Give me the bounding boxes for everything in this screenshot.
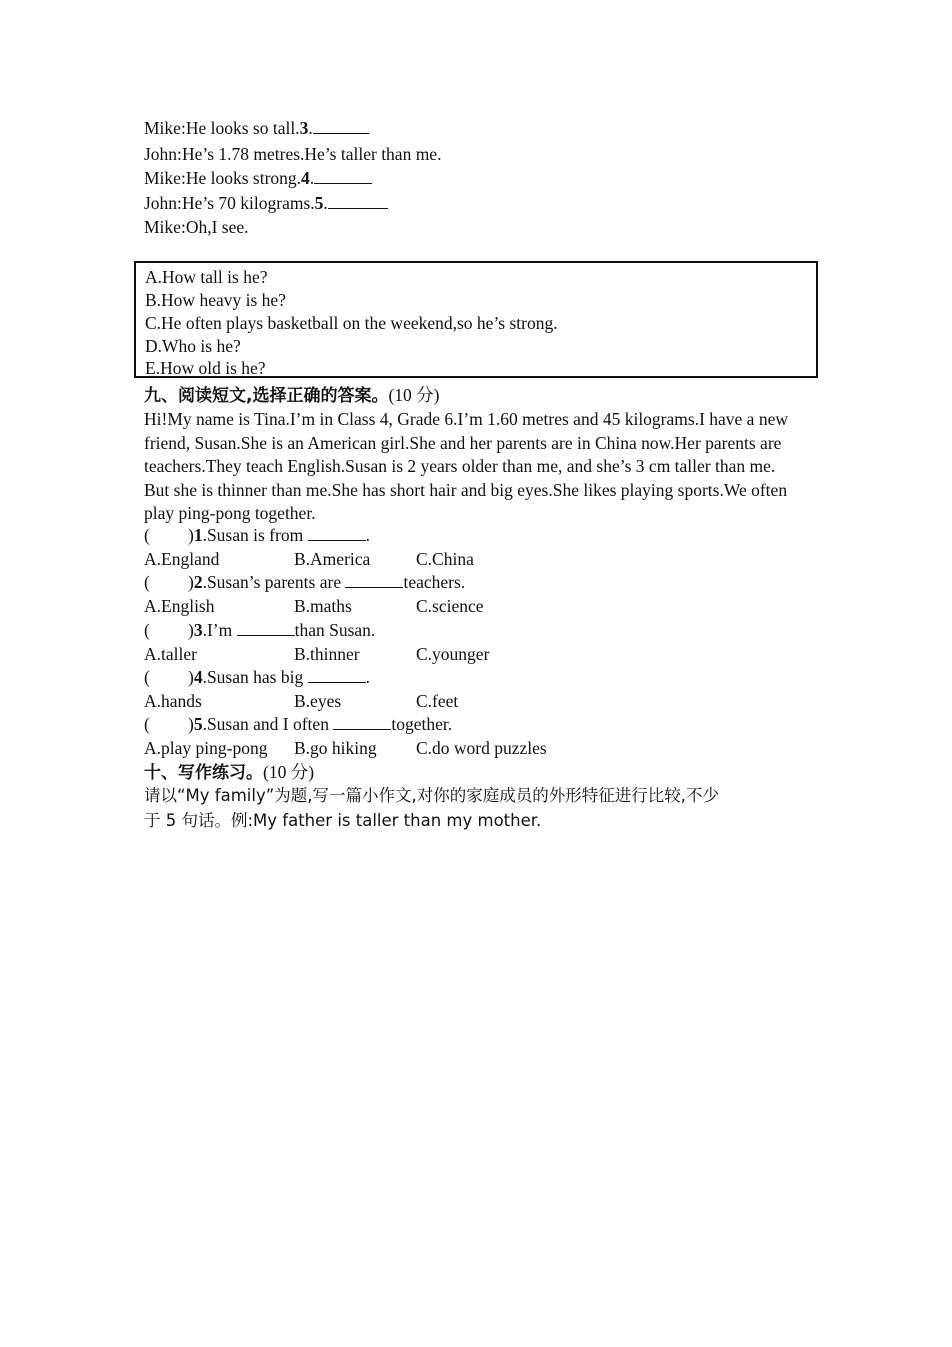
speaker: Mike: bbox=[144, 217, 186, 237]
option-b: B.go hiking bbox=[294, 738, 377, 758]
answer-blank[interactable] bbox=[237, 620, 295, 636]
option-b: B.America bbox=[294, 549, 371, 569]
question-5-options bbox=[144, 737, 744, 759]
writing-prompt-line-2: 于 5 句话。例:My father is taller than my mother. bbox=[144, 811, 542, 830]
option-b: B.thinner bbox=[294, 644, 360, 664]
dialogue-text: Oh,I see. bbox=[185, 217, 249, 237]
answer-blank[interactable] bbox=[345, 572, 403, 588]
option-c: C.do word puzzles bbox=[416, 738, 547, 758]
blank-number: 3 bbox=[299, 118, 309, 138]
option-b: B.eyes bbox=[294, 691, 342, 711]
speaker: John: bbox=[144, 193, 182, 213]
blank-number: 5 bbox=[314, 193, 324, 213]
answer-blank[interactable] bbox=[308, 667, 366, 683]
question-3-options bbox=[144, 643, 744, 665]
option-a: A.How tall is he? bbox=[145, 267, 268, 287]
answer-paren[interactable]: ( bbox=[144, 714, 150, 734]
question-1-options bbox=[144, 548, 744, 570]
option-c: C.China bbox=[416, 549, 474, 569]
section-9-heading: 九、阅读短文,选择正确的答案。(10 分) bbox=[144, 385, 440, 406]
question-4-options bbox=[144, 690, 744, 712]
answer-paren[interactable]: ( bbox=[144, 620, 150, 640]
option-c: C.feet bbox=[416, 691, 459, 711]
option-a: A.England bbox=[144, 549, 220, 569]
dialogue-line-1: Mike:He looks so tall.3. bbox=[144, 117, 369, 139]
answer-blank[interactable] bbox=[308, 525, 366, 541]
option-d: D.Who is he? bbox=[145, 336, 241, 356]
dialogue-text: He looks strong. bbox=[185, 168, 302, 188]
question-4: ( )4.Susan has big . bbox=[144, 667, 370, 687]
dialogue-text: He’s 1.78 metres.He’s taller than me. bbox=[181, 144, 442, 164]
dialogue-line-2 bbox=[144, 143, 441, 165]
option-b: B.maths bbox=[294, 596, 352, 616]
option-a: A.hands bbox=[144, 691, 202, 711]
answer-blank[interactable] bbox=[333, 714, 391, 730]
dialogue-text: He looks so tall. bbox=[185, 118, 300, 138]
answer-blank[interactable] bbox=[313, 118, 369, 134]
writing-prompt-line-1: 请以“My family”为题,写一篇小作文,对你的家庭成员的外形特征进行比较,不少 bbox=[144, 786, 720, 805]
question-5: ( )5.Susan and I often together. bbox=[144, 714, 453, 734]
dialogue-line-4: John:He’s 70 kilograms.5. bbox=[144, 192, 388, 214]
option-a: A.play ping-pong bbox=[144, 738, 268, 758]
dialogue-text: He’s 70 kilograms. bbox=[181, 193, 315, 213]
speaker: Mike: bbox=[144, 118, 186, 138]
reading-passage: Hi!My name is Tina.I’m in Class 4, Grade 6.I’m 1.60 metres and 45 kilograms.I have a new friend, Susan.She is an American girl.She and her parents are in China now.Her parents are teachers.They teach English.Susan is 2 years older than me, and she’s 3 cm taller than me. But she is thinner than me.She has short hair and big eyes.She likes playing sports.We often play ping-pong together. bbox=[144, 409, 788, 523]
option-e: E.How old is he? bbox=[145, 358, 266, 378]
option-a: A.taller bbox=[144, 644, 197, 664]
answer-blank[interactable] bbox=[328, 193, 388, 209]
option-c: C.He often plays basketball on the weekend,so he’s strong. bbox=[145, 313, 558, 333]
dialogue-line-3: Mike:He looks strong.4. bbox=[144, 167, 372, 189]
option-b: B.How heavy is he? bbox=[145, 290, 286, 310]
question-1: ( )1.Susan is from . bbox=[144, 525, 370, 545]
question-2-options bbox=[144, 595, 744, 617]
section-score: (10 分) bbox=[388, 385, 440, 405]
answer-paren[interactable]: ( bbox=[144, 572, 150, 592]
answer-paren[interactable]: ( bbox=[144, 525, 150, 545]
option-c: C.science bbox=[416, 596, 484, 616]
question-3: ( )3.I’m than Susan. bbox=[144, 620, 376, 640]
answer-paren[interactable]: ( bbox=[144, 667, 150, 687]
answer-blank[interactable] bbox=[314, 168, 372, 184]
options-box bbox=[134, 261, 818, 378]
section-score: (10 分) bbox=[263, 762, 315, 782]
speaker: John: bbox=[144, 144, 182, 164]
section-10-heading: 十、写作练习。(10 分) bbox=[144, 762, 315, 783]
blank-number: 4 bbox=[301, 168, 310, 188]
question-2: ( )2.Susan’s parents are teachers. bbox=[144, 572, 466, 592]
option-a: A.English bbox=[144, 596, 215, 616]
dialogue-line-5 bbox=[144, 216, 249, 238]
speaker: Mike: bbox=[144, 168, 186, 188]
option-c: C.younger bbox=[416, 644, 490, 664]
